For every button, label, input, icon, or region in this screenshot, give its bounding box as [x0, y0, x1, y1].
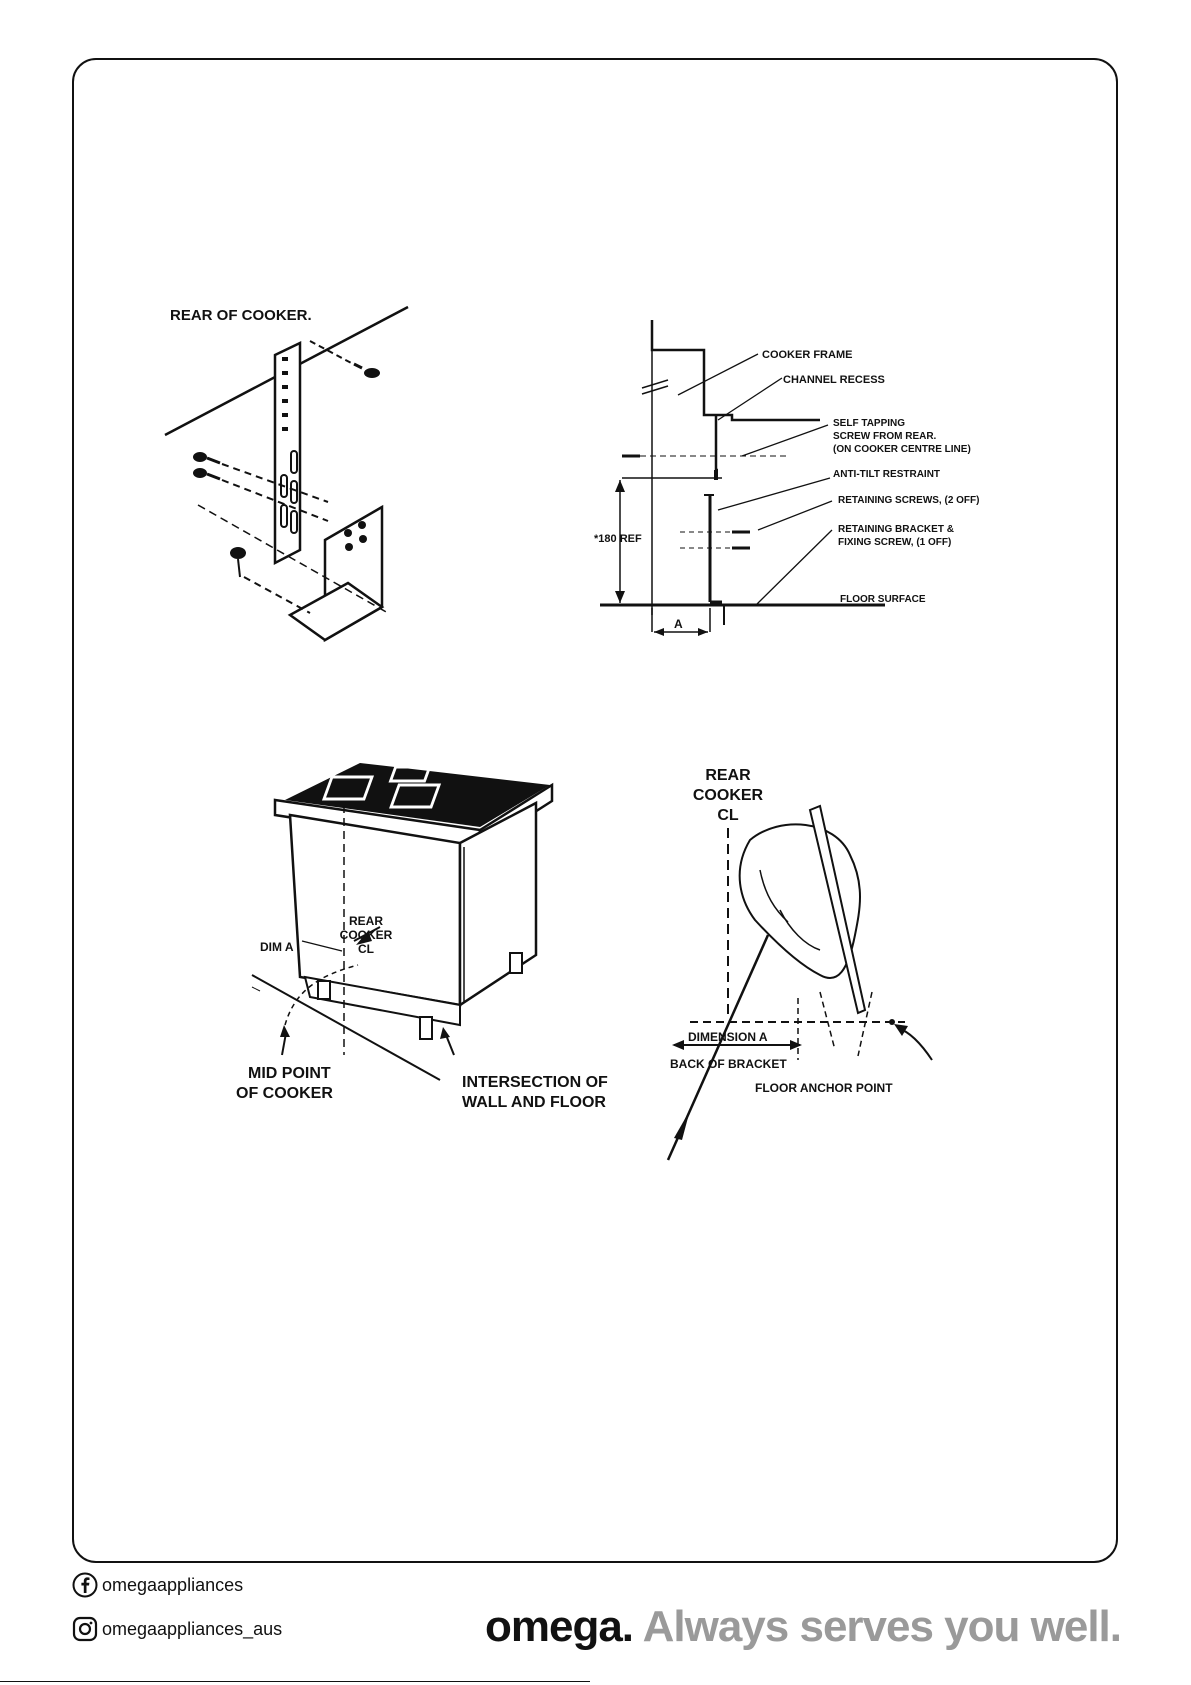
rear-cooker-label-3: CL: [717, 807, 739, 824]
instagram-handle[interactable]: [72, 1616, 282, 1642]
rear-cooker-cl-text: REAR: [348, 914, 384, 928]
rear-of-cooker-diagram: [150, 295, 440, 670]
facebook-handle[interactable]: [72, 1572, 243, 1598]
intersection-text: INTERSECTION OF: [462, 1074, 608, 1091]
instagram-handle-text: omegaappliances_aus: [102, 1618, 283, 1639]
back-of-bracket-label: BACK OF BRACKET: [670, 1057, 787, 1071]
ref-180-label: *180 REF: [594, 533, 642, 545]
dim-a-label: A: [674, 617, 683, 631]
retaining-bracket-label: RETAINING BRACKET &: [838, 524, 954, 535]
omega-logo: omega.: [484, 1602, 634, 1651]
facebook-handle-text: omegaappliances: [102, 1574, 244, 1595]
self-tapping-label-2: SCREW FROM REAR.: [833, 431, 937, 442]
rear-cooker-label-2: COOKER: [692, 787, 764, 804]
anti-tilt-section-diagram: [594, 320, 1020, 650]
dimension-a-label: DIMENSION A: [688, 1030, 768, 1044]
brand-tagline: Always serves you well.: [642, 1602, 1121, 1651]
retaining-screws-label: RETAINING SCREWS, (2 OFF): [838, 495, 980, 506]
rear-cooker-label: REAR: [705, 767, 751, 784]
channel-recess-label: CHANNEL RECESS: [783, 374, 885, 386]
mid-point-text: MID POINT: [248, 1065, 331, 1082]
intersection-text-2: WALL AND FLOOR: [462, 1094, 606, 1111]
facebook-icon: [72, 1572, 98, 1598]
rear-cooker-cl-text-2: COOKER: [339, 928, 393, 942]
anti-tilt-label: ANTI-TILT RESTRAINT: [833, 469, 941, 480]
rear-of-cooker-title: REAR OF COOKER.: [170, 307, 312, 324]
dim-a-text: DIM A: [260, 940, 294, 954]
self-tapping-label-3: (ON COOKER CENTRE LINE): [833, 444, 971, 455]
floor-anchor-diagram: [660, 760, 960, 1160]
instagram-icon: [72, 1616, 98, 1642]
floor-anchor-label: FLOOR ANCHOR POINT: [755, 1081, 893, 1095]
cooker-frame-label: COOKER FRAME: [762, 349, 853, 361]
retaining-bracket-label-2: FIXING SCREW, (1 OFF): [838, 537, 952, 548]
rear-cooker-cl-text-3: CL: [358, 942, 374, 956]
self-tapping-label: SELF TAPPING: [833, 418, 906, 429]
bottom-rule: [0, 1681, 590, 1682]
brand-line: [485, 1602, 1121, 1652]
floor-surface-label: FLOOR SURFACE: [840, 594, 926, 605]
cooker-position-diagram: [236, 755, 650, 1155]
mid-point-text-2: OF COOKER: [236, 1085, 333, 1102]
